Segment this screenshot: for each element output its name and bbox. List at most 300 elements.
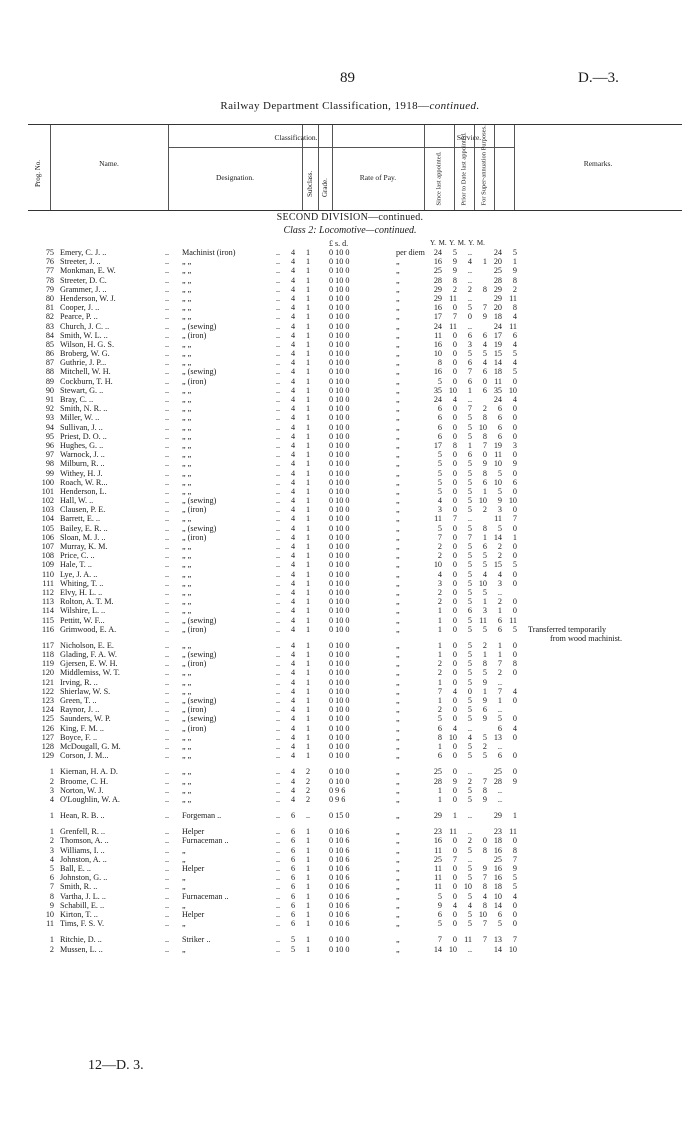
- cell-no: 84: [45, 330, 54, 340]
- cell-name: Mitchell, W. H.: [60, 367, 111, 377]
- cell-rate: 0 10 0: [329, 705, 350, 715]
- table-row: [0, 864, 700, 873]
- leader-dots: ..: [165, 741, 170, 751]
- cell-f1: 29: [493, 293, 502, 303]
- cell-s2: 0: [452, 873, 457, 883]
- cell-gr: 1: [305, 873, 311, 883]
- cell-name: Murray, K. M.: [60, 542, 108, 551]
- cell-perd: „: [396, 431, 400, 441]
- cell-des: „ (iron): [182, 330, 207, 340]
- cell-perd: „: [396, 284, 400, 294]
- cell-p2: 9: [482, 696, 487, 705]
- leader-dots: ..: [276, 751, 281, 761]
- cell-s1: 24: [433, 248, 442, 257]
- page-title: [0, 100, 700, 112]
- cell-s2: 0: [452, 569, 457, 579]
- cell-s1: 5: [437, 376, 442, 386]
- cell-s2: 0: [452, 606, 457, 616]
- cell-no: 116: [42, 624, 54, 634]
- cell-s1: 14: [433, 944, 442, 954]
- cell-name: Pettitt, W. F...: [60, 615, 105, 625]
- leader-dots: ..: [276, 542, 281, 551]
- cell-gr: 1: [305, 650, 311, 660]
- cell-rate: 0 10 0: [329, 624, 350, 634]
- cell-s1: 11: [434, 864, 442, 873]
- cell-no: 88: [45, 367, 54, 377]
- cell-p2: 8: [482, 900, 487, 910]
- cell-s2: 0: [452, 523, 457, 533]
- cell-s1: 16: [433, 367, 442, 377]
- cell-des: „ (iron): [182, 376, 207, 386]
- leader-dots: ..: [165, 312, 170, 322]
- cell-rate: 0 10 0: [329, 551, 350, 561]
- cell-perd: „: [396, 578, 400, 588]
- cell-s1: 9: [437, 900, 442, 910]
- cell-rate: 0 10 0: [329, 459, 350, 469]
- cell-des: „ „: [182, 767, 192, 777]
- cell-s1: 5: [437, 919, 442, 929]
- cell-f2: 9: [512, 776, 517, 786]
- cell-f1: 25: [493, 854, 502, 864]
- cell-f1: 28: [493, 776, 502, 786]
- cell-f1: 35: [493, 385, 502, 395]
- cell-f1: 25: [493, 767, 502, 777]
- cell-p1: ..: [467, 321, 472, 331]
- cell-f2: 7: [512, 854, 517, 864]
- cell-s2: 0: [452, 794, 457, 804]
- cell-des: „ „: [182, 339, 192, 349]
- cell-perd: „: [396, 367, 400, 377]
- leader-dots: ..: [165, 732, 170, 742]
- cell-sub: 4: [290, 422, 296, 432]
- leader-dots: ..: [276, 257, 281, 267]
- cell-f1: 6: [497, 723, 502, 733]
- cell-name: Johnston, A. ..: [60, 854, 107, 864]
- cell-p1: 11: [464, 935, 472, 945]
- cell-gr: 1: [305, 751, 311, 761]
- cell-p1: 5: [467, 845, 472, 855]
- cell-name: Rolton, A. T. M.: [60, 597, 114, 607]
- leader-dots: ..: [276, 385, 281, 395]
- cell-s2: 11: [449, 321, 457, 331]
- leader-dots: ..: [276, 551, 281, 561]
- cell-name: Cooper, J. ..: [60, 303, 100, 313]
- cell-s2: 1: [452, 811, 457, 821]
- table-row: [0, 616, 700, 625]
- leader-dots: ..: [276, 767, 281, 777]
- cell-s2: 0: [452, 551, 457, 561]
- table-row: [0, 496, 700, 505]
- cell-sub: 4: [290, 486, 296, 496]
- cell-name: Bailey, E. R. ..: [60, 523, 108, 533]
- leader-dots: ..: [276, 330, 281, 340]
- cell-gr: 1: [305, 303, 311, 313]
- leader-dots: ..: [276, 827, 281, 837]
- cell-s1: 5: [437, 714, 442, 724]
- cell-perd: „: [396, 376, 400, 386]
- document-reference: D.—3.: [578, 70, 619, 86]
- cell-f2: 0: [512, 751, 517, 761]
- cell-s2: 0: [452, 882, 457, 892]
- cell-p1: 0: [467, 686, 472, 696]
- cell-f2: 7: [512, 514, 517, 524]
- cell-p2: 7: [482, 303, 487, 313]
- cell-s2: 0: [452, 349, 457, 359]
- cell-f2: 4: [512, 686, 517, 696]
- cell-s1: 1: [437, 794, 442, 804]
- cell-perd: „: [396, 776, 400, 786]
- leader-dots: ..: [276, 303, 281, 313]
- leader-dots: ..: [165, 811, 170, 821]
- cell-s1: 29: [433, 293, 442, 303]
- cell-perd: „: [396, 597, 400, 607]
- leader-dots: ..: [276, 714, 281, 724]
- cell-f2: 6: [512, 330, 517, 340]
- cell-perd: „: [396, 257, 400, 267]
- cell-s2: 0: [452, 891, 457, 901]
- table-row: [0, 827, 700, 836]
- header-prior: Prior to Date last appointed.: [460, 132, 468, 206]
- leader-dots: ..: [276, 349, 281, 359]
- cell-sub: 6: [290, 854, 296, 864]
- cell-rate: 0 10 0: [329, 413, 350, 423]
- cell-sub: 4: [290, 606, 296, 616]
- leader-dots: ..: [276, 864, 281, 873]
- cell-no: 98: [45, 459, 54, 469]
- cell-rate: 0 10 0: [329, 450, 350, 460]
- cell-p1: 5: [467, 459, 472, 469]
- leader-dots: ..: [165, 668, 170, 678]
- cell-s2: 4: [452, 723, 457, 733]
- cell-name: Streeter, D. C.: [60, 275, 107, 285]
- cell-rate: 0 10 0: [329, 668, 350, 678]
- leader-dots: ..: [276, 776, 281, 786]
- cell-gr: 1: [305, 376, 311, 386]
- cell-no: 126: [41, 723, 54, 733]
- title-continued: continued.: [429, 100, 480, 112]
- cell-p1: 6: [467, 358, 472, 368]
- cell-name: Priest, D. O. ..: [60, 431, 107, 441]
- cell-s1: 1: [437, 650, 442, 660]
- cell-s2: 0: [452, 919, 457, 929]
- cell-gr: 1: [305, 900, 311, 910]
- cell-des: „ „: [182, 303, 192, 313]
- cell-p2: 9: [482, 714, 487, 724]
- table-row: [0, 524, 700, 533]
- cell-no: 105: [41, 523, 54, 533]
- leader-dots: ..: [276, 587, 281, 597]
- leader-dots: ..: [165, 468, 170, 478]
- cell-no: 4: [49, 794, 54, 804]
- cell-p1: 5: [467, 486, 472, 496]
- cell-s1: 16: [433, 257, 442, 267]
- cell-perd: „: [396, 551, 400, 561]
- cell-des: „ „: [182, 551, 192, 561]
- cell-no: 91: [45, 395, 54, 404]
- cell-f2: 0: [512, 767, 517, 777]
- cell-rate: 0 10 6: [329, 836, 350, 846]
- cell-rate: 0 10 0: [329, 496, 350, 506]
- cell-perd: „: [396, 339, 400, 349]
- cell-name: Boyce, F. ..: [60, 732, 98, 742]
- cell-s2: 0: [452, 741, 457, 751]
- leader-dots: ..: [276, 705, 281, 715]
- leader-dots: ..: [165, 597, 170, 607]
- table-row: [0, 432, 700, 441]
- cell-perd: „: [396, 293, 400, 303]
- cell-sub: 4: [290, 640, 296, 650]
- cell-s2: 0: [452, 413, 457, 423]
- cell-f2: 0: [512, 468, 517, 478]
- cell-s1: 29: [433, 284, 442, 294]
- table-row: [0, 777, 700, 786]
- cell-sub: 4: [290, 303, 296, 313]
- cell-f2: 4: [512, 358, 517, 368]
- cell-des: „ (iron): [182, 505, 207, 515]
- cell-p2: 7: [482, 919, 487, 929]
- cell-rate: 0 10 0: [329, 578, 350, 588]
- cell-no: 79: [45, 284, 54, 294]
- page-footer: 12—D. 3.: [88, 1058, 144, 1073]
- cell-p2: 7: [482, 873, 487, 883]
- cell-rate: 0 10 0: [329, 376, 350, 386]
- leader-dots: ..: [165, 650, 170, 660]
- cell-f1: 15: [493, 349, 502, 359]
- cell-s1: 16: [433, 836, 442, 846]
- cell-des: „ (iron): [182, 624, 207, 634]
- table-row: [0, 624, 700, 643]
- cell-f2: 4: [512, 891, 517, 901]
- cell-name: Grammer, J. ..: [60, 284, 107, 294]
- leader-dots: ..: [165, 854, 170, 864]
- leader-dots: ..: [165, 794, 170, 804]
- cell-no: 7: [49, 882, 54, 892]
- cell-s2: 0: [452, 486, 457, 496]
- cell-f2: 0: [512, 900, 517, 910]
- leader-dots: ..: [276, 339, 281, 349]
- cell-gr: 1: [305, 882, 311, 892]
- cell-des: „ „: [182, 514, 192, 524]
- cell-f1: 14: [493, 900, 502, 910]
- leader-dots: ..: [165, 284, 170, 294]
- cell-s1: 25: [433, 266, 442, 276]
- cell-f2: 2: [512, 284, 517, 294]
- cell-sub: 4: [290, 668, 296, 678]
- cell-des: „ (iron): [182, 532, 207, 542]
- cell-s1: 2: [437, 705, 442, 715]
- cell-p2: 6: [482, 330, 487, 340]
- cell-perd: „: [396, 873, 400, 883]
- cell-s2: 0: [452, 330, 457, 340]
- cell-s2: 0: [452, 376, 457, 386]
- leader-dots: ..: [276, 640, 281, 650]
- cell-perd: „: [396, 422, 400, 432]
- cell-f2: 10: [508, 944, 517, 954]
- cell-f1: 1: [497, 650, 502, 660]
- cell-gr: 1: [305, 686, 311, 696]
- cell-p2: 0: [482, 450, 487, 460]
- cell-sub: 4: [290, 542, 296, 551]
- cell-des: „ (sewing): [182, 496, 217, 506]
- cell-s1: 10: [433, 349, 442, 359]
- cell-no: 75: [45, 248, 54, 257]
- cell-gr: 1: [305, 741, 311, 751]
- cell-gr: 1: [305, 578, 311, 588]
- cell-name: Raynor, J. ..: [60, 705, 100, 715]
- cell-s2: 0: [452, 864, 457, 873]
- leader-dots: ..: [165, 873, 170, 883]
- leader-dots: ..: [276, 413, 281, 423]
- cell-rate: 0 10 0: [329, 776, 350, 786]
- cell-des: „ „: [182, 413, 192, 423]
- table-row: [0, 855, 700, 864]
- cell-p2: 0: [482, 376, 487, 386]
- cell-name: Hean, R. B. ..: [60, 811, 105, 821]
- leader-dots: ..: [165, 723, 170, 733]
- cell-name: Guthrie, J. P...: [60, 358, 107, 368]
- cell-f1: 2: [497, 542, 502, 551]
- cell-p1: 5: [467, 569, 472, 579]
- cell-f1: 18: [493, 836, 502, 846]
- leader-dots: ..: [165, 404, 170, 414]
- cell-gr: 1: [305, 935, 311, 945]
- cell-f1: 18: [493, 312, 502, 322]
- cell-rate: 0 10 0: [329, 477, 350, 487]
- table-row: [0, 935, 700, 944]
- cell-s2: 0: [452, 767, 457, 777]
- cell-f2: 0: [512, 542, 517, 551]
- cell-f1: 19: [493, 440, 502, 450]
- cell-perd: „: [396, 275, 400, 285]
- cell-sub: 4: [290, 248, 296, 257]
- cell-gr: 1: [305, 668, 311, 678]
- table-row: [0, 668, 700, 677]
- cell-name: Gjersen, E. W. H.: [60, 659, 118, 669]
- cell-rate: 0 10 0: [329, 330, 350, 340]
- leader-dots: ..: [165, 935, 170, 945]
- cell-perd: „: [396, 606, 400, 616]
- table-row: [0, 395, 700, 404]
- cell-des: „ (sewing): [182, 714, 217, 724]
- cell-sub: 4: [290, 615, 296, 625]
- cell-p2: 1: [482, 486, 487, 496]
- cell-s2: 0: [452, 358, 457, 368]
- cell-sub: 4: [290, 440, 296, 450]
- cell-p1: ..: [467, 275, 472, 285]
- cell-gr: 1: [305, 257, 311, 267]
- leader-dots: ..: [276, 873, 281, 883]
- cell-perd: „: [396, 827, 400, 837]
- cell-sub: 4: [290, 551, 296, 561]
- cell-f2: 8: [512, 845, 517, 855]
- cell-f2: 3: [512, 440, 517, 450]
- cell-s1: 5: [437, 477, 442, 487]
- leader-dots: ..: [165, 275, 170, 285]
- cell-p2: 9: [482, 677, 487, 687]
- cell-p1: 5: [467, 696, 472, 705]
- cell-rate: 0 10 6: [329, 909, 350, 919]
- cell-no: 128: [41, 741, 54, 751]
- cell-rate: 0 10 0: [329, 440, 350, 450]
- cell-f1: 17: [493, 330, 502, 340]
- cell-perd: „: [396, 468, 400, 478]
- cell-f2: 8: [512, 303, 517, 313]
- cell-p2: 3: [482, 606, 487, 616]
- cell-des: „ „: [182, 606, 192, 616]
- cell-name: Clausen, P. E.: [60, 505, 106, 515]
- cell-des: „ „: [182, 578, 192, 588]
- cell-f1: 20: [493, 303, 502, 313]
- leader-dots: ..: [276, 686, 281, 696]
- table-row: [0, 892, 700, 901]
- cell-p1: 5: [467, 431, 472, 441]
- cell-no: 95: [45, 431, 54, 441]
- table-row: [0, 882, 700, 891]
- cell-f1: 29: [493, 284, 502, 294]
- cell-p1: 4: [467, 900, 472, 910]
- cell-rate: 0 10 0: [329, 266, 350, 276]
- cell-des: „ „: [182, 776, 192, 786]
- leader-dots: ..: [165, 339, 170, 349]
- cell-perd: „: [396, 395, 400, 404]
- cell-no: 87: [45, 358, 54, 368]
- cell-rate: 0 10 0: [329, 431, 350, 441]
- cell-s2: 0: [452, 845, 457, 855]
- cell-gr: 1: [305, 468, 311, 478]
- cell-no: 94: [45, 422, 54, 432]
- cell-perd: „: [396, 321, 400, 331]
- cell-p1: ..: [467, 767, 472, 777]
- cell-f1: 3: [497, 578, 502, 588]
- leader-dots: ..: [276, 741, 281, 751]
- cell-des: „ „: [182, 422, 192, 432]
- leader-dots: ..: [165, 532, 170, 542]
- leader-dots: ..: [165, 640, 170, 650]
- cell-perd: „: [396, 659, 400, 669]
- cell-sub: 4: [290, 732, 296, 742]
- cell-sub: 4: [290, 284, 296, 294]
- cell-rate: 0 10 0: [329, 944, 350, 954]
- cell-sub: 6: [290, 811, 296, 821]
- cell-des: Helper: [182, 909, 205, 919]
- cell-f1: 2: [497, 597, 502, 607]
- cell-name: Ball, E. ..: [60, 864, 91, 873]
- cell-s1: 1: [437, 606, 442, 616]
- table-row: [0, 811, 700, 820]
- cell-name: Broberg, W. G.: [60, 349, 110, 359]
- cell-sub: 6: [290, 891, 296, 901]
- cell-s1: 8: [437, 732, 442, 742]
- leader-dots: ..: [165, 705, 170, 715]
- cell-name: Glading, F. A. W.: [60, 650, 117, 660]
- cell-s1: 7: [437, 935, 442, 945]
- cell-f1: 11: [494, 376, 502, 386]
- leader-dots: ..: [276, 440, 281, 450]
- leader-dots: ..: [165, 514, 170, 524]
- leader-dots: ..: [165, 450, 170, 460]
- cell-s1: 17: [433, 440, 442, 450]
- leader-dots: ..: [276, 659, 281, 669]
- cell-gr: 1: [305, 732, 311, 742]
- cell-name: Grimwood, E. A.: [60, 624, 117, 634]
- cell-p1: 5: [467, 560, 472, 570]
- leader-dots: ..: [276, 882, 281, 892]
- cell-sub: 4: [290, 358, 296, 368]
- cell-sub: 5: [290, 935, 296, 945]
- cell-sub: 4: [290, 496, 296, 506]
- cell-p1: 5: [467, 624, 472, 634]
- cell-des: „ „: [182, 459, 192, 469]
